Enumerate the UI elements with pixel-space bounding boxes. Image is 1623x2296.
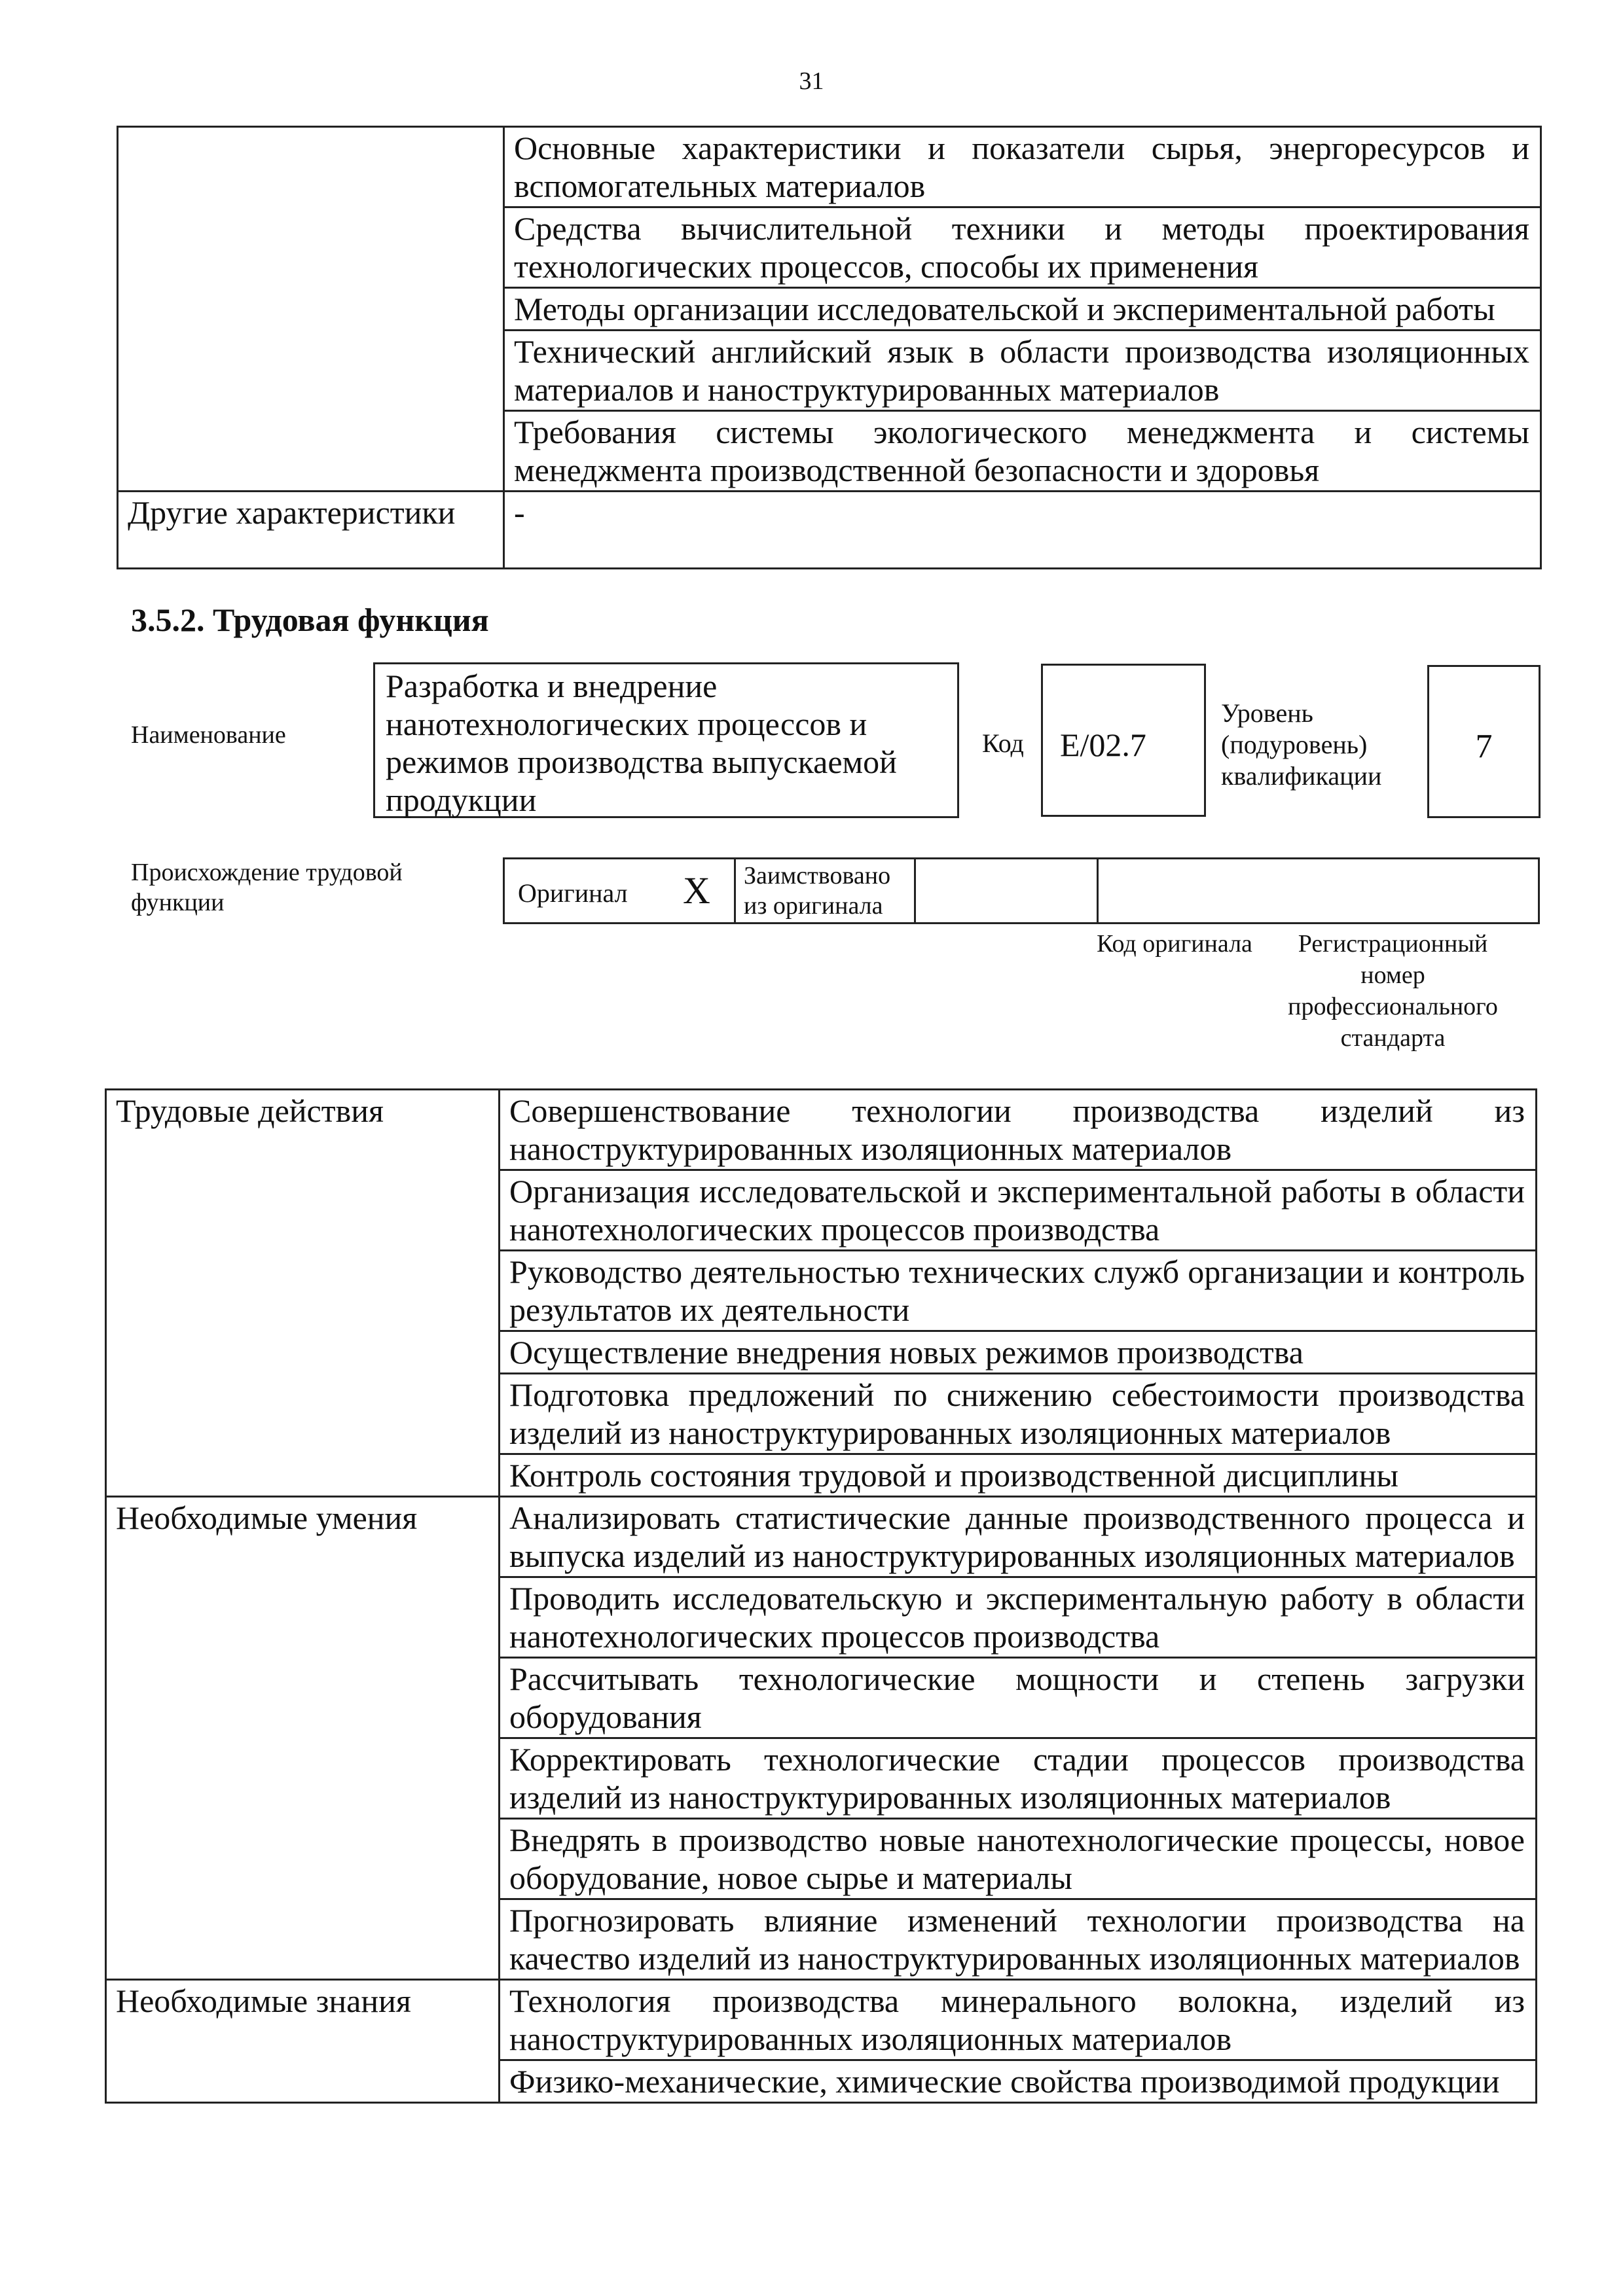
skill-item: Внедрять в производство новые нанотехнологические процессы, новое оборудование, новое сырье и материалы (500, 1819, 1537, 1899)
knowledge-item: Методы организации исследовательской и экспериментальной работы (504, 288, 1541, 331)
action-item: Осуществление внедрения новых режимов производства (500, 1331, 1537, 1374)
registration-number-cell (1099, 859, 1538, 922)
action-item: Совершенствование технологии производства изделий из наноструктурированных изоляционных материалов (500, 1090, 1537, 1170)
skill-item: Корректировать технологические стадии процессов производства изделий из наноструктурированных изоляционных материалов (500, 1738, 1537, 1819)
caption-original-code: Код оригинала (1097, 930, 1252, 958)
borrowed-label: Заимствовано из оригинала (736, 859, 916, 922)
action-item: Руководство деятельностью технических служб организации и контроль результатов их деятельности (500, 1251, 1537, 1331)
table-row (118, 127, 1541, 207)
skill-item: Анализировать статистические данные производственного процесса и выпуска изделий из наноструктурированных изоляционных материалов (500, 1497, 1537, 1577)
section-heading: 3.5.2. Трудовая функция (131, 601, 489, 638)
function-name-box: Разработка и внедрение нанотехнологических процессов и режимов производства выпускаемой продукции (373, 662, 959, 818)
row-label-empty (118, 127, 504, 492)
knowledge-item: Средства вычислительной техники и методы проектирования технологических процессов, способы их применения (504, 207, 1541, 288)
level-value-box: 7 (1427, 665, 1541, 818)
page-number: 31 (799, 67, 824, 95)
action-item: Подготовка предложений по снижению себестоимости производства изделий из наноструктурированных изоляционных материалов (500, 1374, 1537, 1454)
origin-row (503, 857, 1540, 924)
code-value-box: E/02.7 (1041, 664, 1206, 817)
table-row (106, 1980, 1537, 2060)
group-label-knowledge: Необходимые знания (106, 1980, 500, 2103)
code-label: Код (982, 728, 1024, 758)
other-characteristics-value: - (504, 492, 1541, 569)
original-code-cell (916, 859, 1099, 922)
table-row (106, 1497, 1537, 1577)
original-label: Оригинал (518, 878, 628, 908)
action-item: Контроль состояния трудовой и производственной дисциплины (500, 1454, 1537, 1497)
skill-item: Рассчитывать технологические мощности и степень загрузки оборудования (500, 1658, 1537, 1738)
knowledge-item: Основные характеристики и показатели сырья, энергоресурсов и вспомогательных материалов (504, 127, 1541, 207)
name-label: Наименование (131, 721, 286, 749)
table-row (118, 492, 1541, 569)
knowledge-item: Технология производства минерального волокна, изделий из наноструктурированных изоляционных материалов (500, 1980, 1537, 2060)
other-characteristics-label: Другие характеристики (118, 492, 504, 569)
group-label-skills: Необходимые умения (106, 1497, 500, 1980)
group-label-actions: Трудовые действия (106, 1090, 500, 1497)
skill-item: Проводить исследовательскую и экспериментальную работу в области нанотехнологических процессов производства (500, 1577, 1537, 1658)
knowledge-item: Физико-механические, химические свойства производимой продукции (500, 2060, 1537, 2103)
original-mark: X (683, 869, 710, 912)
action-item: Организация исследовательской и экспериментальной работы в области нанотехнологических процессов производства (500, 1170, 1537, 1251)
origin-label: Происхождение трудовой функции (131, 859, 403, 916)
level-label (1221, 698, 1381, 792)
knowledge-item: Требования системы экологического менеджмента и системы менеджмента производственной безопасности и здоровья (504, 411, 1541, 492)
characteristics-table (117, 126, 1542, 569)
original-cell (505, 859, 736, 922)
level-label-line: Уровень (1221, 698, 1313, 728)
table-row (106, 1090, 1537, 1170)
knowledge-item: Технический английский язык в области производства изоляционных материалов и наноструктурированных материалов (504, 331, 1541, 411)
skill-item: Прогнозировать влияние изменений технологии производства на качество изделий из наноструктурированных изоляционных материалов (500, 1899, 1537, 1980)
level-label-line: (подуровень) (1221, 730, 1368, 759)
caption-registration-number: Регистрационный номер профессионального стандарта (1288, 930, 1498, 1052)
level-label-line: квалификации (1221, 761, 1382, 791)
labor-function-table (105, 1088, 1537, 2104)
